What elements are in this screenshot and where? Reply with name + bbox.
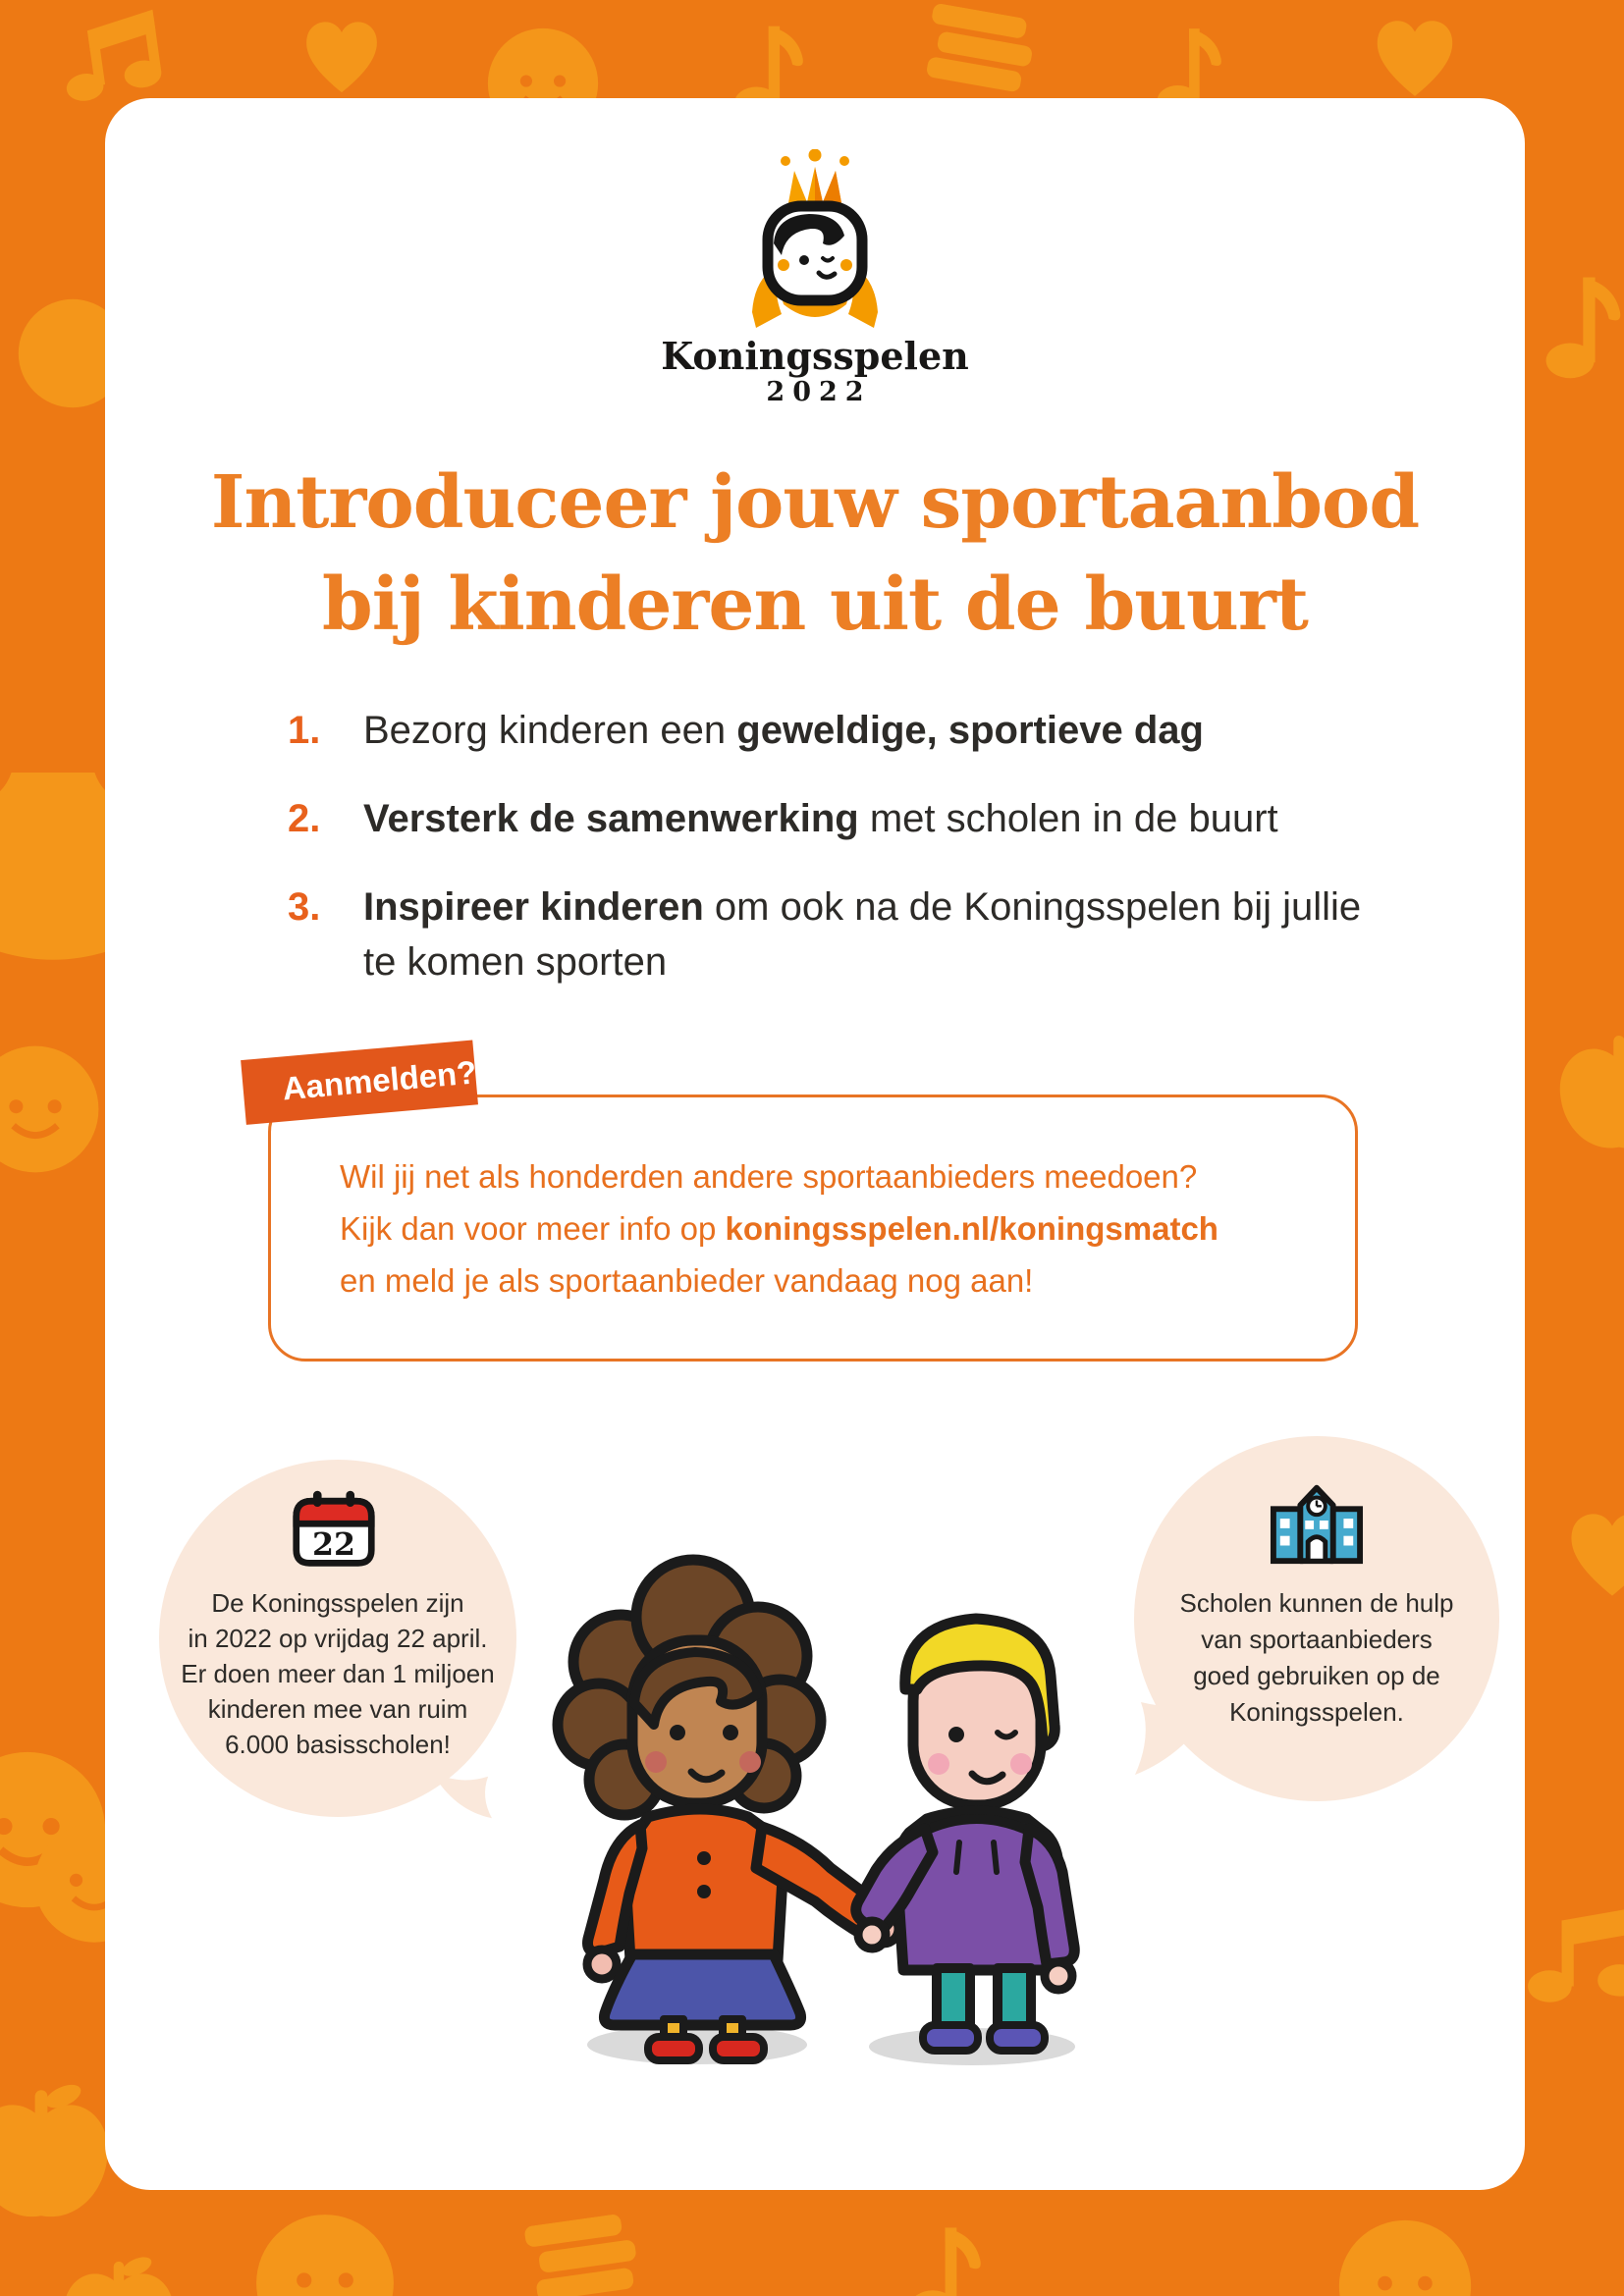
signup-line2: Kijk dan voor meer info op koningsspelen.nl/koningsmatch — [340, 1210, 1218, 1247]
benefit-number: 1. — [288, 709, 321, 752]
benefit-text: Bezorg kinderen een geweldige, sportieve dag — [363, 709, 1204, 752]
kid-face-icon — [1333, 2215, 1477, 2296]
calendar-icon — [291, 1487, 377, 1570]
kid-face-icon — [0, 1041, 104, 1178]
kid-face-icon — [250, 2209, 400, 2296]
school-bubble-tail — [1129, 1688, 1227, 1783]
school-bubble-text: Scholen kunnen de hulp van sportaanbieders goed gebruiken op de Koningsspelen. — [1179, 1588, 1454, 1727]
music-note-icon — [54, 7, 175, 106]
calendar-day: 22 — [312, 1525, 355, 1563]
signup-line3: en meld je als sportaanbieder vandaag nog aan! — [340, 1262, 1034, 1299]
benefit-text: Inspireer kinderen om ook na de Koningsspelen bij jullie te komen sporten — [363, 885, 1362, 984]
signup-tag: Aanmelden? — [241, 1040, 478, 1124]
koningsspelen-logo-icon — [748, 149, 882, 332]
children-holding-hands-illustration — [511, 1546, 1139, 2066]
apple-icon — [54, 2246, 184, 2296]
page-title — [105, 452, 1525, 656]
fact-bubble-tail — [429, 1769, 496, 1826]
benefit-number: 3. — [288, 885, 321, 929]
apple-icon — [0, 2071, 120, 2228]
benefit-item-3 — [288, 880, 1387, 989]
fact-bubble-text: De Koningsspelen zijn in 2022 op vrijdag 22 april. Er doen meer dan 1 miljoen kinderen mee van ruim 6.000 basisscholen! — [181, 1588, 495, 1759]
brand-year: 2022 — [766, 377, 872, 407]
benefit-number: 2. — [288, 797, 321, 840]
planks-icon — [916, 2, 1049, 106]
poster-card — [105, 98, 1525, 2190]
heart-icon — [1365, 8, 1465, 100]
school-icon — [1270, 1475, 1364, 1568]
apple-icon — [1549, 1019, 1624, 1158]
benefit-item-2 — [288, 791, 1387, 846]
music-note-icon — [903, 2205, 998, 2296]
music-note-icon — [1540, 253, 1624, 383]
planks-icon — [519, 2211, 654, 2296]
page-title-line2: bij kinderen uit de buurt — [322, 562, 1308, 647]
signup-text — [340, 1150, 1218, 1307]
heart-icon — [295, 10, 389, 96]
signup-box — [268, 1095, 1358, 1362]
heart-icon — [1557, 1500, 1624, 1600]
signup-url: koningsspelen.nl/koningsmatch — [725, 1210, 1218, 1247]
benefit-item-1 — [288, 703, 1387, 758]
fact-bubble — [159, 1460, 516, 1817]
signup-line1: Wil jij net als honderden andere sportaanbieders meedoen? — [340, 1158, 1198, 1195]
benefit-text: Versterk de samenwerking met scholen in de buurt — [363, 797, 1278, 840]
brand-name: Koningsspelen — [661, 334, 969, 378]
music-note-icon — [1524, 1904, 1624, 2004]
page-title-line1: Introduceer jouw sportaanbod — [210, 460, 1420, 545]
